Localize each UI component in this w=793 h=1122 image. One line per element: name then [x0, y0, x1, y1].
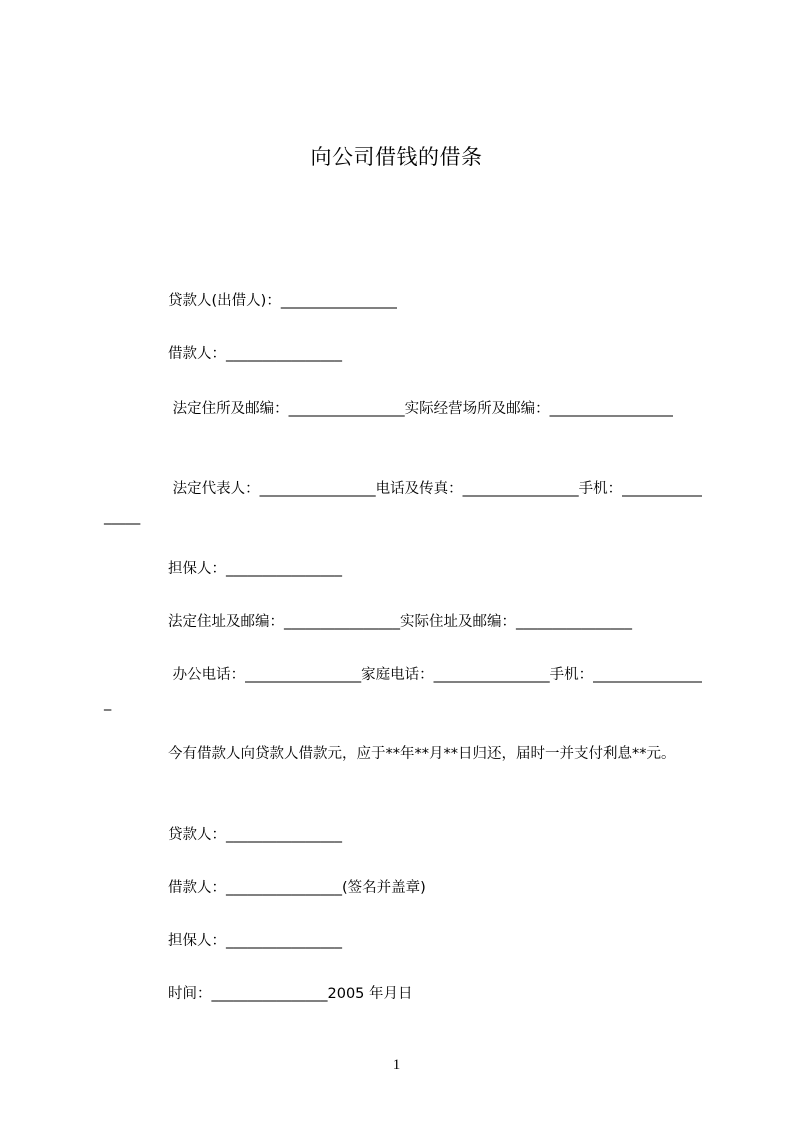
- date-line: 时间：________________2005 年月日: [168, 986, 413, 1002]
- guarantor-signature-line: 担保人：________________: [168, 933, 342, 949]
- phone-line: 办公电话：________________家庭电话：________________手机：________________: [104, 667, 702, 711]
- loan-statement-paragraph: 今有借款人向贷款人借款元，应于**年**月**日归还，届时一并支付利息**元。: [168, 746, 676, 762]
- borrower-signature-line: 借款人：________________(签名并盖章): [168, 880, 426, 896]
- lender-line: 贷款人(出借人)：________________: [168, 293, 397, 309]
- borrower-line: 借款人：________________: [168, 346, 342, 362]
- registered-address-line: 法定住所及邮编：________________实际经营场所及邮编：_________________: [168, 401, 673, 417]
- document-title: 向公司借钱的借条: [310, 145, 483, 169]
- page-number: 1: [392, 1057, 401, 1073]
- lender-signature-line: 贷款人：________________: [168, 827, 342, 843]
- legal-representative-line: 法定代表人：________________电话及传真：________________手机：________________: [104, 481, 702, 525]
- guarantor-line: 担保人：________________: [168, 561, 342, 577]
- guarantor-address-line: 法定住址及邮编：________________实际住址及邮编：________________: [168, 614, 632, 630]
